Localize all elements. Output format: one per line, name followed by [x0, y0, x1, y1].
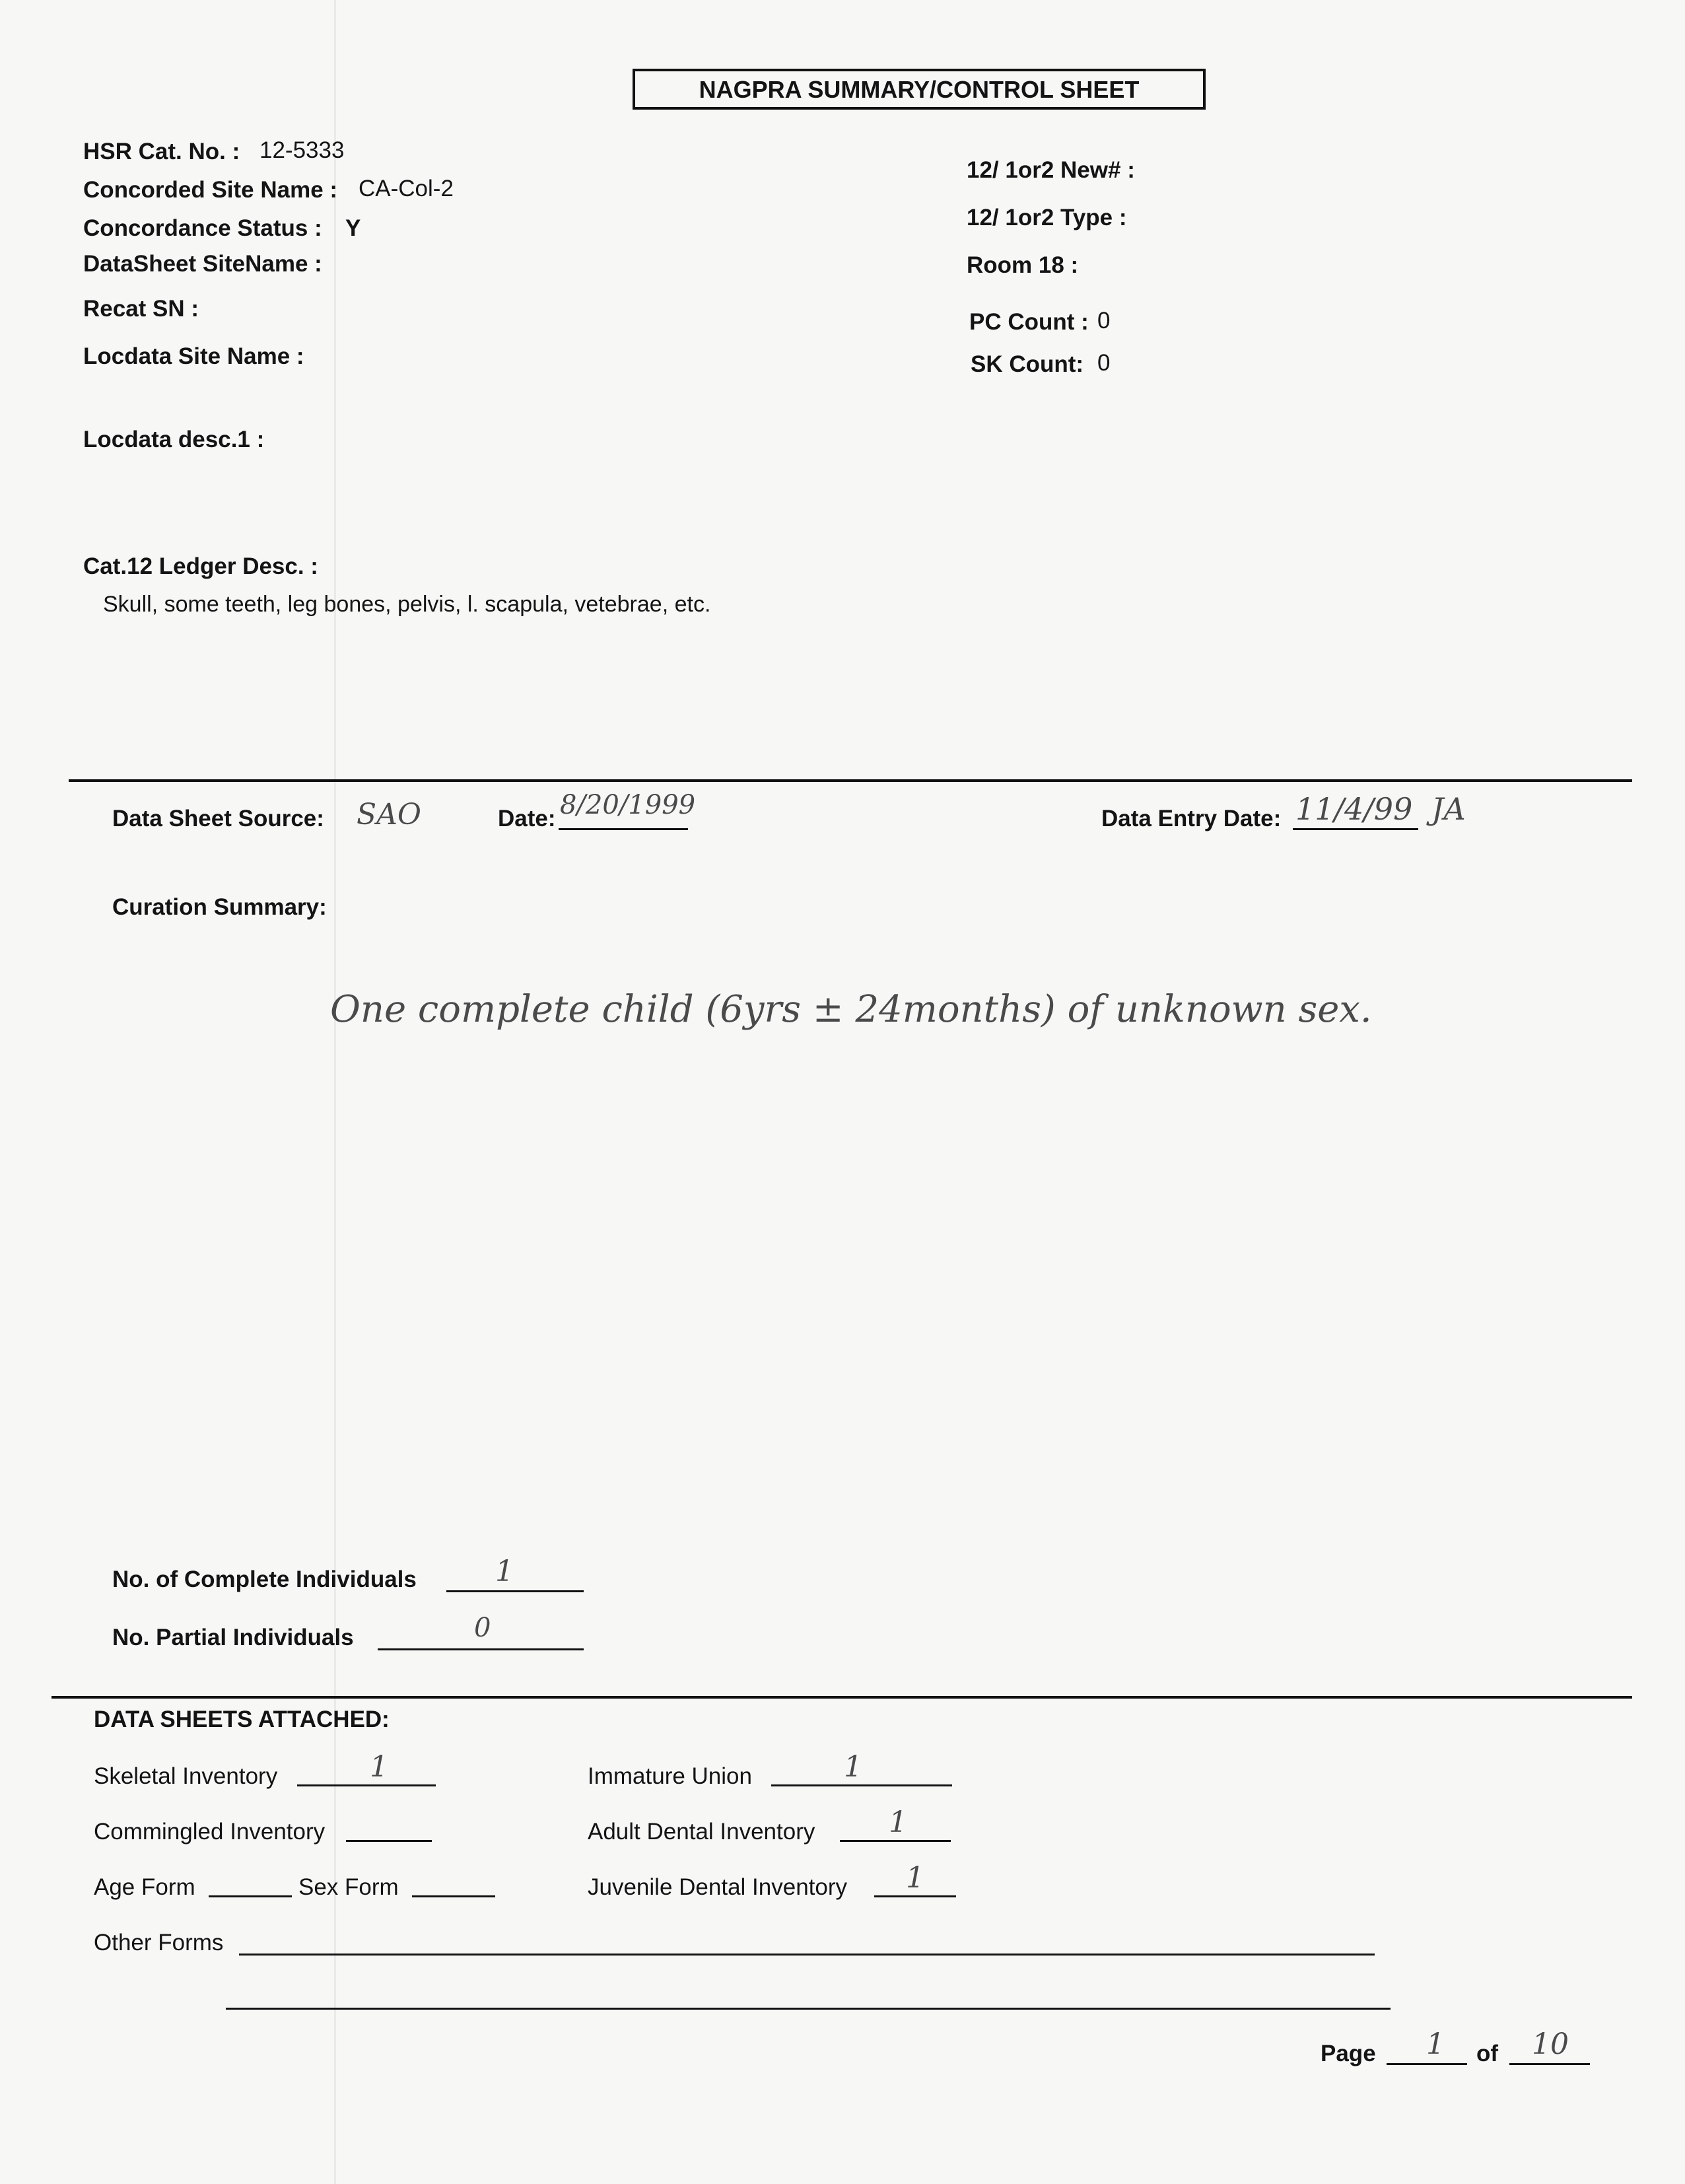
date-label: Date:: [498, 806, 556, 831]
other-forms-underline-2: [226, 2008, 1391, 2010]
locdata-desc-label: Locdata desc.1 :: [83, 427, 265, 452]
type-label: 12/ 1or2 Type :: [967, 205, 1127, 230]
other-forms-label: Other Forms: [94, 1930, 224, 1955]
curation-summary-label: Curation Summary:: [112, 894, 327, 920]
complete-individuals-underline: [446, 1590, 584, 1592]
form-title: NAGPRA SUMMARY/CONTROL SHEET: [633, 69, 1206, 110]
locdata-site-label: Locdata Site Name :: [83, 343, 304, 369]
sex-form-label: Sex Form: [298, 1874, 399, 1900]
page-label: Page: [1321, 2041, 1376, 2066]
data-entry-initials: JA: [1431, 791, 1466, 827]
datasheet-sitename-label: DataSheet SiteName :: [83, 251, 322, 277]
of-label: of: [1476, 2041, 1499, 2066]
commingled-inventory-label: Commingled Inventory: [94, 1819, 326, 1845]
date-value: 8/20/1999: [560, 790, 696, 820]
skeletal-inventory-label: Skeletal Inventory: [94, 1763, 278, 1789]
partial-individuals-underline: [378, 1648, 584, 1650]
section-divider: [69, 779, 1632, 782]
adult-dental-label: Adult Dental Inventory: [588, 1819, 815, 1845]
immature-union-value: 1: [844, 1750, 862, 1784]
data-entry-underline: [1293, 828, 1418, 830]
pc-count-label: PC Count :: [969, 309, 1089, 335]
age-form-label: Age Form: [94, 1874, 195, 1900]
attached-divider: [52, 1696, 1632, 1699]
complete-individuals-value: 1: [495, 1555, 514, 1588]
data-sheet-source-value: SAO: [357, 798, 421, 831]
partial-individuals-value: 0: [474, 1613, 491, 1643]
concorded-site-label: Concorded Site Name :: [83, 177, 338, 203]
page-value: 1: [1426, 2027, 1445, 2061]
data-entry-date-value: 11/4/99: [1295, 791, 1413, 827]
cat12-ledger-value: Skull, some teeth, leg bones, pelvis, l. scapula, vetebrae, etc.: [103, 592, 711, 617]
adult-dental-value: 1: [889, 1806, 907, 1839]
data-entry-date-label: Data Entry Date:: [1101, 806, 1282, 831]
total-pages-value: 10: [1532, 2027, 1569, 2061]
concordance-status-value: Y: [345, 215, 361, 241]
adult-dental-underline: [840, 1840, 951, 1842]
sk-count-label: SK Count:: [971, 351, 1084, 377]
immature-union-label: Immature Union: [588, 1763, 752, 1789]
complete-individuals-label: No. of Complete Individuals: [112, 1567, 417, 1592]
page-underline: [1387, 2063, 1467, 2065]
curation-summary-text: One complete child (6yrs ± 24months) of unknown sex.: [330, 988, 1372, 1031]
partial-individuals-label: No. Partial Individuals: [112, 1625, 354, 1650]
recat-sn-label: Recat SN :: [83, 296, 199, 322]
juvenile-dental-label: Juvenile Dental Inventory: [588, 1874, 847, 1900]
sex-form-underline: [412, 1895, 495, 1897]
commingled-inventory-underline: [346, 1840, 432, 1842]
data-sheets-attached-heading: DATA SHEETS ATTACHED:: [94, 1707, 390, 1732]
juvenile-dental-value: 1: [906, 1861, 924, 1895]
total-pages-underline: [1509, 2063, 1590, 2065]
skeletal-inventory-underline: [297, 1784, 436, 1786]
paper-fold-shadow: [334, 0, 336, 2184]
concorded-site-value: CA-Col-2: [359, 176, 454, 201]
immature-union-underline: [771, 1784, 952, 1786]
new-number-label: 12/ 1or2 New# :: [967, 157, 1135, 183]
age-form-underline: [209, 1895, 292, 1897]
sk-count-value: 0: [1097, 350, 1111, 376]
juvenile-dental-underline: [874, 1895, 956, 1897]
room-label: Room 18 :: [967, 252, 1079, 278]
hsr-cat-label: HSR Cat. No. :: [83, 139, 240, 164]
cat12-ledger-label: Cat.12 Ledger Desc. :: [83, 553, 318, 579]
skeletal-inventory-value: 1: [370, 1750, 388, 1784]
pc-count-value: 0: [1097, 308, 1111, 334]
date-underline: [559, 828, 688, 830]
concordance-status-label: Concordance Status :: [83, 215, 322, 241]
data-sheet-source-label: Data Sheet Source:: [112, 806, 324, 831]
hsr-cat-value: 12-5333: [259, 137, 345, 163]
other-forms-underline: [239, 1954, 1375, 1955]
